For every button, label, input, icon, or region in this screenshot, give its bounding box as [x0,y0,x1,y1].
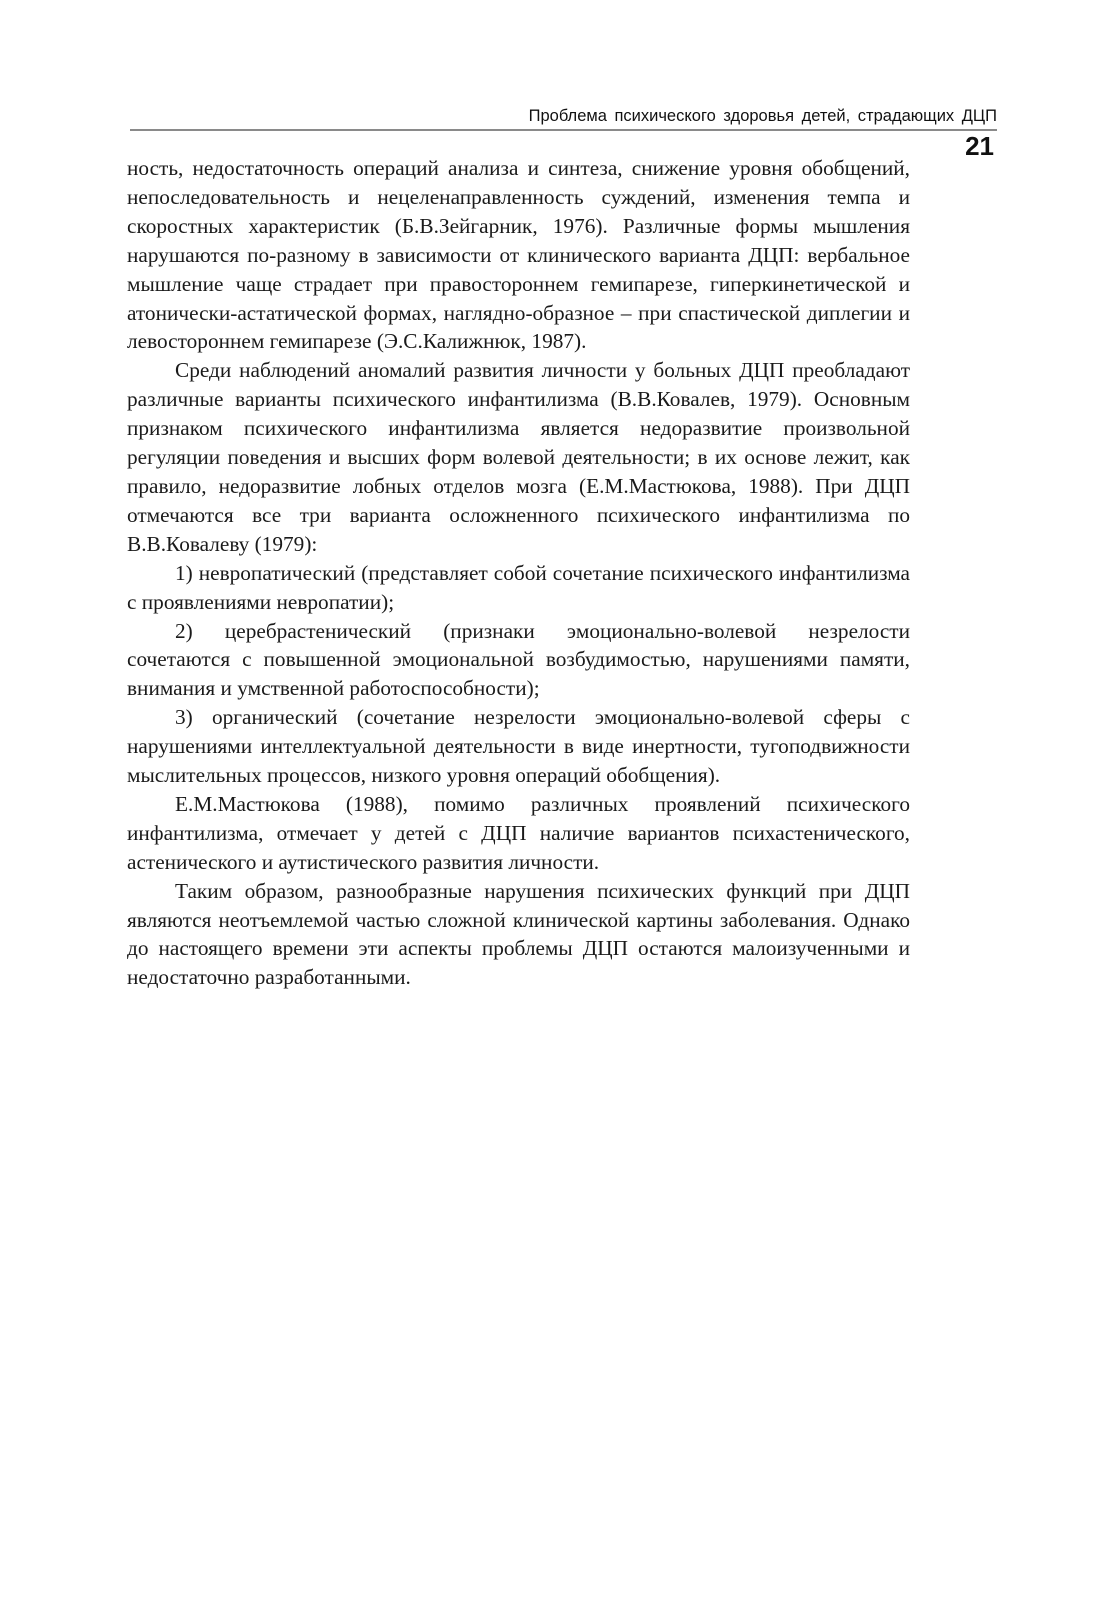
paragraph-mastyukova: Е.М.Мастюкова (1988), помимо различных проявлений психического инфантилизма, отмечает у детей с ДЦП наличие вариантов психастенического, астенического и аутистического развития личности. [127,791,910,874]
paragraph-infantilism: Среди наблюдений аномалий развития личности у больных ДЦП преобладают различные варианты психического инфантилизма (В.В.Ковалев, 1979). Основным признаком психического инфантилизма является недоразвитие произвольной регуляции поведения и высших форм волевой деятельности; в их основе лежит, как правило, недоразвитие лобных отделов мозга (Е.М.Мастюкова, 1988). При ДЦП отмечаются все три варианта осложненного психического инфантилизма по В.В.Ковалеву (1979): [127,358,910,556]
paragraph-conclusion: Таким образом, разнообразные нарушения психических функций при ДЦП являются неотъемлемой частью сложной клинической картины заболевания. Однако до настоящего времени эти аспекты проблемы ДЦП остаются малоизученными и недостаточно разработанными. [127,878,910,990]
list-item-cerebrasthenic: 2) церебрастенический (признаки эмоционально-волевой незрелости сочетаются с повышенной эмоциональной возбудимостью, нарушениями памяти, внимания и умственной работоспособности); [127,618,910,701]
list-item-neuropathic: 1) невропатический (представляет собой сочетание психического инфантилизма с проявлениями невропатии); [127,560,910,614]
paragraph-continuation: ность, недостаточность операций анализа и синтеза, снижение уровня обобщений, непоследовательность и нецеленаправленность суждений, изменения темпа и скоростных характеристик (Б.В.Зейгарник, 1976). Различные формы мышления нарушаются по-разному в зависимости от клинического варианта ДЦП: вербальное мышление чаще страдает при правостороннем гемипарезе, гиперкинетической и атонически-астатической формах, наглядно-образное – при спастической диплегии и левостороннем гемипарезе (Э.С.Калижнюк, 1987). [127,156,910,354]
list-item-organic: 3) органический (сочетание незрелости эмоционально-волевой сферы с нарушениями интеллектуальной деятельности в виде инертности, тугоподвижности мыслительных процессов, низкого уровня операций обобщения). [127,705,910,788]
body-text [127,154,910,992]
running-header: Проблема психического здоровья детей, страдающих ДЦП [130,103,997,131]
page-number: 21 [965,131,994,161]
